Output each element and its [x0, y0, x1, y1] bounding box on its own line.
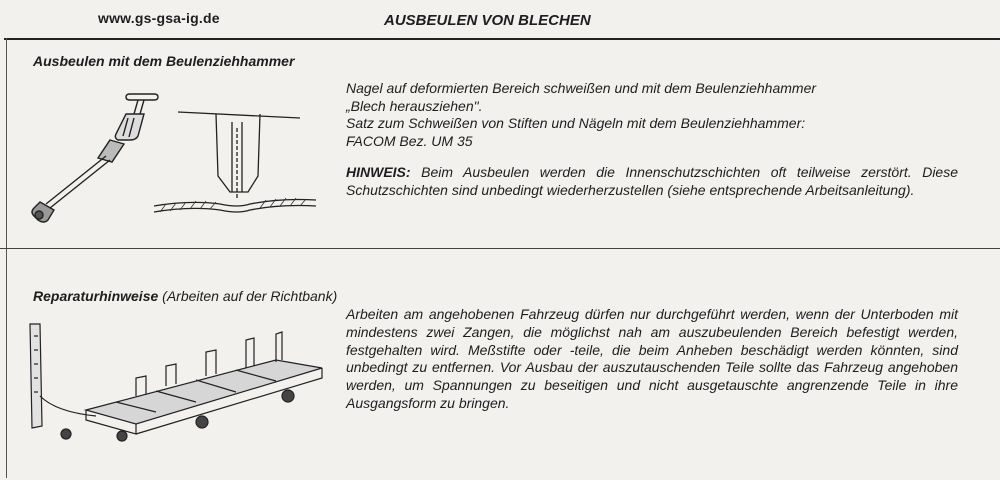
section1-line4: FACOM Bez. UM 35	[346, 132, 473, 149]
note-label: HINWEIS:	[346, 164, 411, 180]
left-border	[6, 38, 7, 478]
dent-puller-hammer-illustration	[26, 84, 166, 232]
section1-note	[346, 164, 958, 199]
section2-title: Reparaturhinweise	[33, 288, 159, 304]
section1-instructions	[346, 80, 976, 150]
section1-line2: „Blech herausziehen".	[346, 97, 483, 114]
section1-title: Ausbeulen mit dem Beulenziehhammer	[33, 53, 295, 69]
section2-text: Arbeiten am angehobenen Fahrzeug dürfen nur durchgeführt werden, wenn der Unterboden mit mindestens zwei Zangen, die möglichst nah am auszubeulenden Bereich befestigt werden, festgehalten wird. Meßstifte oder -teile, die beim Anheben beschädigt werden könnten, sind unbedingt zu entfernen. Vor Ausbau der auszutauschenden Teile sollte das Fahrzeug angehoben werden, um Spannungen zu beseitigen und nicht ausgetauschte angrenzende Teile in ihre Ausgangsform zu bringen.	[346, 306, 958, 411]
section2-subtitle: (Arbeiten auf der Richtbank)	[158, 288, 338, 304]
header-rule	[4, 38, 1000, 40]
straightening-bench-illustration	[26, 316, 326, 446]
site-url[interactable]: www.gs-gsa-ig.de	[98, 10, 220, 26]
note-text: Beim Ausbeulen werden die Innenschutzschichten oft teilweise zerstört. Diese Schutzschichten sind unbedingt wiederherzustellen (siehe entsprechende Arbeitsanleitung).	[346, 164, 958, 198]
document-title: AUSBEULEN VON BLECHEN	[384, 12, 591, 29]
section-divider	[0, 248, 1000, 249]
weld-nail-diagram	[150, 108, 318, 214]
section2-title-line	[33, 288, 337, 304]
section1-line3: Satz zum Schweißen von Stiften und Nägeln mit dem Beulenziehhammer:	[346, 115, 806, 131]
section1-line1: Nagel auf deformierten Bereich schweißen und mit dem Beulenziehhammer	[346, 80, 817, 96]
